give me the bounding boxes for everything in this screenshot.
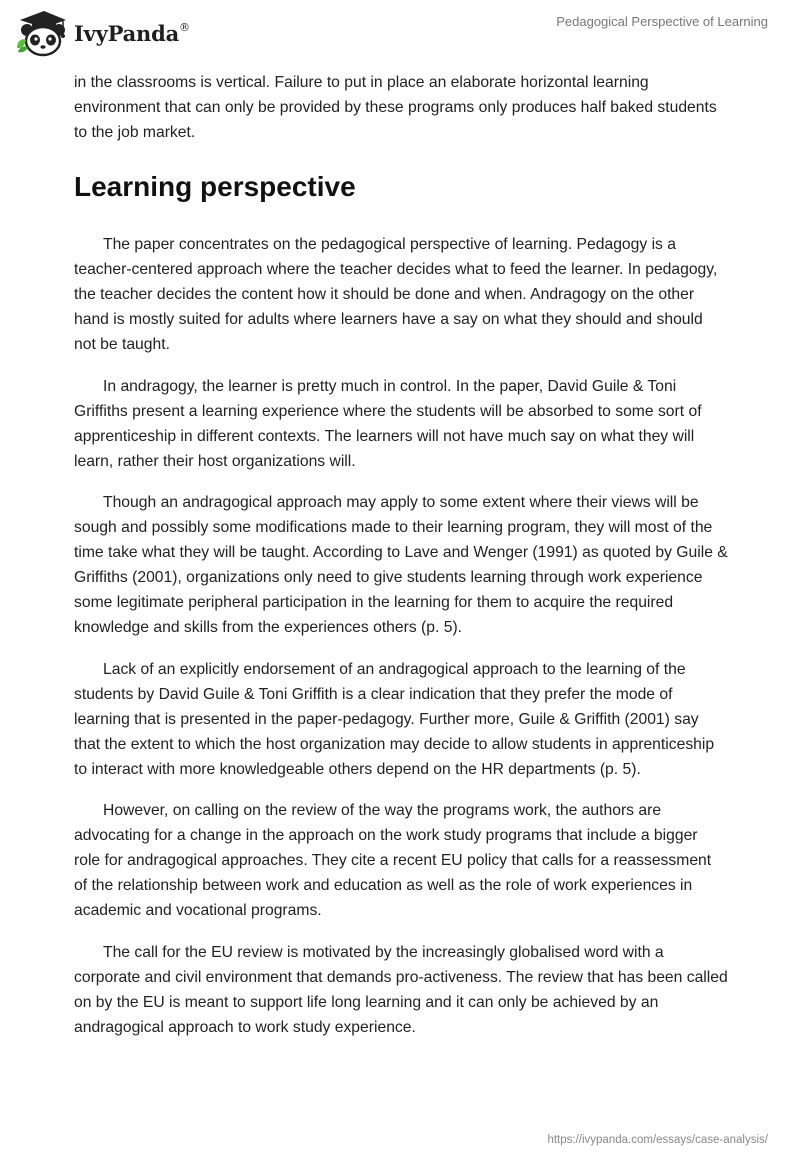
paragraph: The call for the EU review is motivated by the increasingly globalised word with a corporate and civil environment that demands pro-activeness. The review that has been called on by the EU is meant to support life long learning and it can only be achieved by an andragogical approach to work study experience. (74, 943, 728, 1036)
paragraph: However, on calling on the review of the way the programs work, the authors are advocating for a change in the approach on the work study programs that include a bigger role for andragogical approaches. They cite a recent EU policy that calls for a reassessment of the relationship between work and education as well as the role of work experiences in academic and vocational programs. (74, 802, 712, 919)
paragraph: In andragogy, the learner is pretty much in control. In the paper, David Guile & Toni Griffiths present a learning experience where the students will be absorbed to some sort of apprenticeship in different contexts. The learners will not have much say on what they will learn, rather their host organizations will. (74, 377, 702, 470)
brand-name: IvyPanda® (74, 20, 190, 46)
panda-graduate-icon (14, 8, 68, 58)
paragraph: Lack of an explicitly endorsement of an andragogical approach to the learning of the students by David Guile & Toni Griffith is a clear indication that they prefer the mode of learning that is presented in the paper-pedagogy. Further more, Guile & Griffith (2001) say that the extent to which the host organization may decide to allow students in apprenticeship to interact with more knowledgeable others depend on the HR departments (p. 5). (74, 660, 715, 778)
page-header (0, 0, 800, 70)
section-heading: Learning perspective (74, 171, 356, 202)
lead-paragraph: in the classrooms is vertical. Failure to put in place an elaborate horizontal learning environment that can only be provided by these programs only produces half baked students to the job market. (74, 74, 717, 141)
document-title: Pedagogical Perspective of Learning (556, 14, 768, 29)
essay-body (74, 70, 728, 1056)
source-url[interactable]: https://ivypanda.com/essays/case-analysis/ (547, 1134, 768, 1146)
ivypanda-logo[interactable] (14, 8, 190, 58)
registered-mark: ® (179, 20, 190, 34)
paragraph: The paper concentrates on the pedagogical perspective of learning. Pedagogy is a teacher-centered approach where the teacher decides what to feed the learner. In pedagogy, the teacher decides the content how it should be done and when. Andragogy on the other hand is mostly suited for adults where learners have a say on what they should and should not be taught. (74, 236, 718, 353)
paragraph: Though an andragogical approach may apply to some extent where their views will be sough and possibly some modifications made to their learning program, they will most of the time take what they will be taught. According to Lave and Wenger (1991) as quoted by Guile & Griffiths (2001), organizations only need to give students learning through work experience some legitimate peripheral participation in the learning for them to acquire the required knowledge and skills from the experiences others (p. 5). (74, 494, 728, 636)
